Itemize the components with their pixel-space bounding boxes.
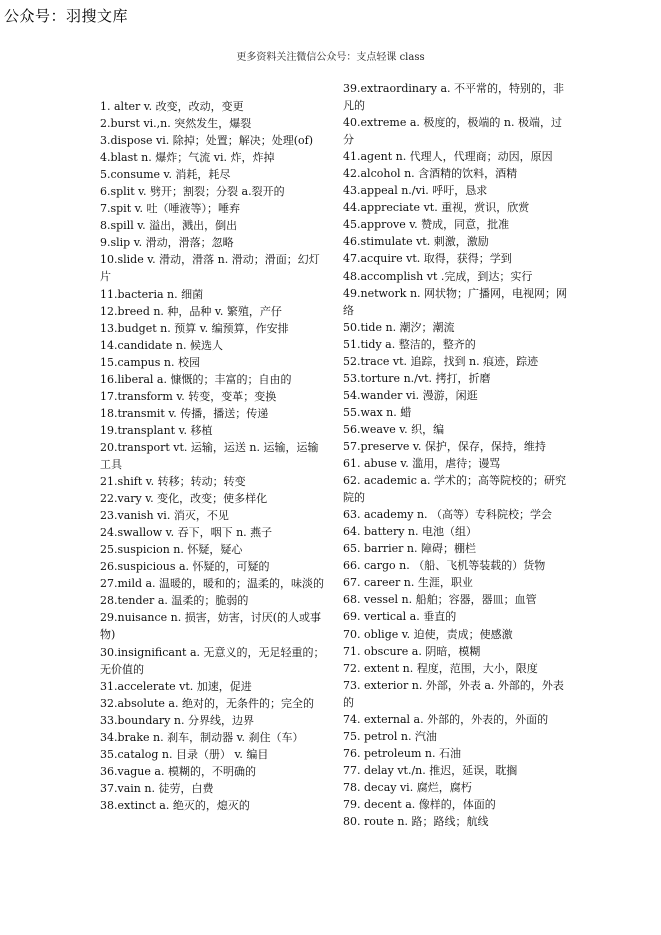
vocab-entry: 24.swallow v. 吞下，咽下 n. 燕子 [100,526,273,540]
vocab-entry: 21.shift v. 转移；转动；转变 [100,475,246,489]
vocab-entry: 19.transplant v. 移植 [100,423,213,437]
vocab-entry: 56.weave v. 织，编 [343,422,445,436]
vocab-entry: 11.bacteria n. 细菌 [100,287,204,301]
vocab-entry: 67. career n. 生涯，职业 [343,576,473,590]
vocab-entry: 42.alcohol n. 含酒精的饮料，酒精 [343,167,518,181]
vocab-entry: 28.tender a. 温柔的；脆弱的 [100,594,249,608]
vocab-entry: 78. decay vi. 腐烂，腐朽 [343,780,472,794]
vocab-entry: 50.tide n. 潮汐；潮流 [343,320,455,334]
vocab-entry: 27.mild a. 温暖的，暖和的；温柔的，味淡的 [100,577,325,591]
vocab-entry: 45.approve v. 赞成，同意，批准 [343,218,510,232]
vocab-entry: 13.budget n. 预算 v. 编预算，作安排 [100,321,289,335]
vocab-entry: 80. route n. 路；路线；航线 [343,815,489,829]
vocab-entry: 7.spit v. 吐（唾液等）；唾弃 [100,202,241,216]
vocab-entry: 3.dispose vi. 除掉；处置；解决；处理(of) [100,134,314,148]
vocab-entry: 33.boundary n. 分界线，边界 [100,713,254,727]
vocab-entry: 44.appreciate vt. 重视，赏识，欣赏 [343,201,530,215]
vocab-entry: 17.transform v. 转变，变革；变换 [100,389,277,403]
vocab-entry: 47.acquire vt. 取得，获得；学到 [343,252,512,266]
vocab-entry: 65. barrier n. 障碍；棚栏 [343,542,476,556]
vocab-entry: 52.trace vt. 追踪，找到 n. 痕迹，踪迹 [343,354,539,368]
vocab-entry: 37.vain n. 徒劳，白费 [100,781,214,795]
vocab-entry: 76. petroleum n. 石油 [343,746,461,760]
vocab-entry: 71. obscure a. 阴暗，模糊 [343,644,481,658]
vocab-entry: 14.candidate n. 候选人 [100,338,223,352]
vocab-entry: 32.absolute a. 绝对的，无条件的；完全的 [100,696,314,710]
vocab-entry: 29.nuisance n. 损害，妨害，讨厌(的人或事物) [100,611,322,642]
vocab-entry: 62. academic a. 学术的；高等院校的；研究院的 [343,474,566,505]
vocab-entry: 51.tidy a. 整洁的，整齐的 [343,337,476,351]
vocab-entry: 54.wander vi. 漫游，闲逛 [343,388,478,402]
vocab-entry: 15.campus n. 校园 [100,355,200,369]
vocab-entry: 57.preserve v. 保护，保存，保持，维持 [343,439,546,453]
vocab-entry: 39.extraordinary a. 不平常的，特别的，非凡的 [343,82,565,113]
vocab-entry: 64. battery n. 电池（组） [343,525,477,539]
vocab-entry: 49.network n. 网状物；广播网，电视网；网络 [343,286,568,317]
vocab-entry: 38.extinct a. 绝灭的，熄灭的 [100,798,250,812]
vocab-entry: 70. oblige v. 迫使，责成；使感激 [343,627,513,641]
vocab-entry: 12.breed n. 种，品种 v. 繁殖，产仔 [100,304,282,318]
vocab-entry: 35.catalog n. 目录（册） v. 编目 [100,747,269,761]
right-column [343,80,568,830]
vocab-entry: 72. extent n. 程度，范围，大小，限度 [343,661,538,675]
vocab-entry: 66. cargo n. （船、飞机等装载的）货物 [343,559,546,573]
vocab-entry: 10.slide v. 滑动，滑落 n. 滑动；滑面；幻灯片 [100,253,320,284]
vocab-entry: 16.liberal a. 慷慨的；丰富的；自由的 [100,372,292,386]
vocab-entry: 48.accomplish vt .完成，到达；实行 [343,269,533,283]
vocab-entry: 30.insignificant a. 无意义的，无足轻重的；无价值的 [100,645,325,676]
vocab-entry: 74. external a. 外部的，外表的，外面的 [343,712,549,726]
vocab-entry: 31.accelerate vt. 加速，促进 [100,679,252,693]
vocab-entry: 46.stimulate vt. 刺激，激励 [343,235,489,249]
vocab-entry: 5.consume v. 消耗，耗尽 [100,168,231,182]
vocab-entry: 75. petrol n. 汽油 [343,729,437,743]
vocab-entry: 6.split v. 劈开；割裂；分裂 a.裂开的 [100,185,285,199]
vocab-entry: 4.blast n. 爆炸；气流 vi. 炸，炸掉 [100,151,275,165]
left-column [100,98,325,814]
vocab-entry: 36.vague a. 模糊的，不明确的 [100,764,256,778]
vocab-entry: 9.slip v. 滑动，滑落；忽略 [100,236,234,250]
vocab-entry: 25.suspicion n. 怀疑，疑心 [100,543,243,557]
vocab-entry: 69. vertical a. 垂直的 [343,610,457,624]
vocab-entry: 63. academy n. （高等）专科院校；学会 [343,508,553,522]
vocab-entry: 22.vary v. 变化，改变；使多样化 [100,492,268,506]
vocab-entry: 41.agent n. 代理人，代理商；动因，原因 [343,150,553,164]
vocab-entry: 8.spill v. 溢出，溅出，倒出 [100,219,238,233]
account-watermark: 公众号：羽搜文库 [4,7,129,25]
vocab-entry: 26.suspicious a. 怀疑的，可疑的 [100,560,270,574]
vocab-entry: 20.transport vt. 运输，运送 n. 运输，运输工具 [100,440,319,471]
vocab-entry: 23.vanish vi. 消灭，不见 [100,509,229,523]
vocab-entry: 61. abuse v. 滥用，虐待；谩骂 [343,457,501,471]
vocab-entry: 40.extreme a. 极度的，极端的 n. 极端，过分 [343,116,562,147]
vocab-entry: 79. decent a. 像样的，体面的 [343,797,496,811]
vocab-entry: 55.wax n. 蜡 [343,405,412,419]
vocab-entry: 1. alter v. 改变，改动，变更 [100,100,244,113]
vocab-entry: 2.burst vi.,n. 突然发生，爆裂 [100,117,252,131]
vocab-entry: 43.appeal n./vi. 呼吁，恳求 [343,184,488,198]
vocab-entry: 18.transmit v. 传播，播送；传递 [100,406,269,420]
vocab-entry: 73. exterior n. 外部，外表 a. 外部的，外表的 [343,678,564,709]
vocab-entry: 34.brake n. 刹车，制动器 v. 刹住（车） [100,730,304,744]
vocab-entry: 53.torture n./vt. 拷打，折磨 [343,371,491,385]
page-header-note: 更多资料关注微信公众号：支点轻课 class [236,52,425,63]
vocab-entry: 68. vessel n. 船舶；容器，器皿；血管 [343,593,537,607]
vocab-entry: 77. delay vt./n. 推迟，延误，耽搁 [343,763,518,777]
